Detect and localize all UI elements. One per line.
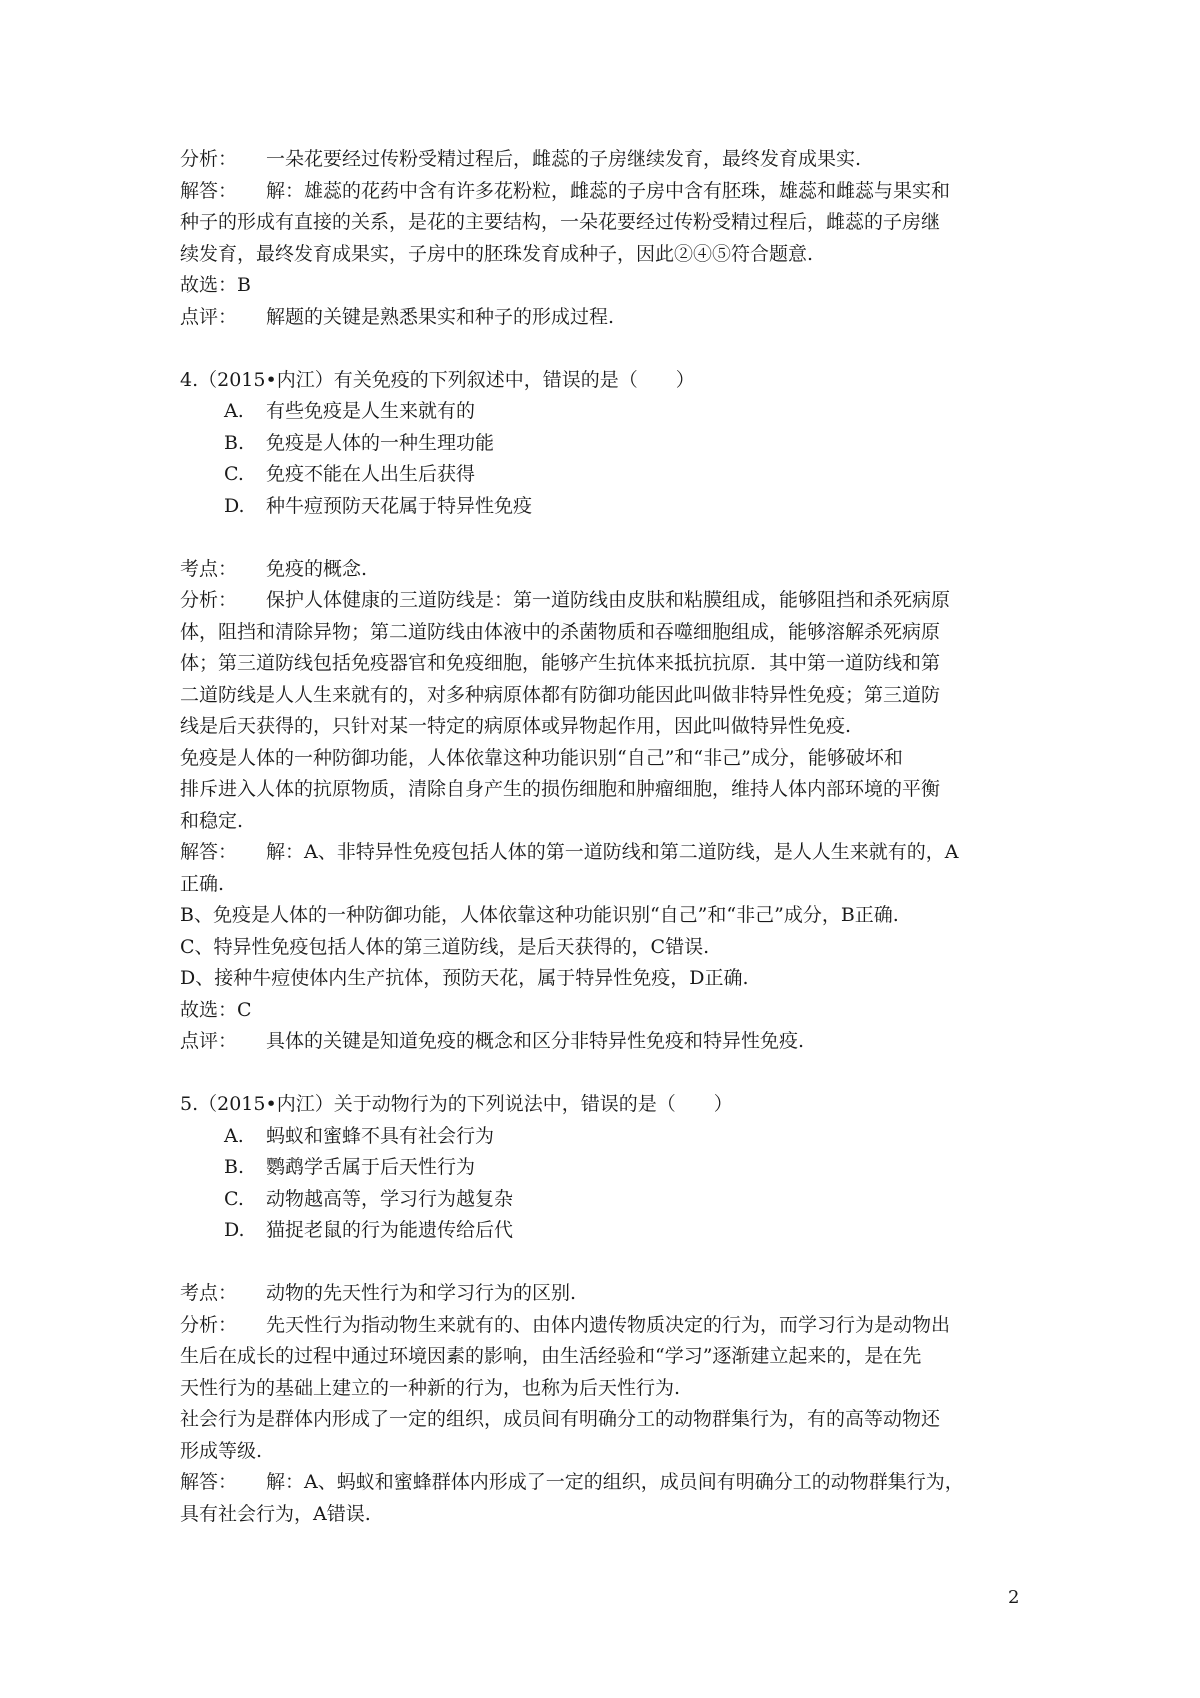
option-text: 免疫不能在人出生后获得 — [266, 463, 476, 485]
comment-label: 点评： — [180, 1030, 238, 1052]
comment-label: 点评： — [180, 305, 238, 328]
q5-answer-line: 具有社会行为，A错误. — [180, 1502, 371, 1525]
option-text: 蚂蚁和蜜蜂不具有社会行为 — [266, 1124, 495, 1147]
q5-option-c — [180, 1184, 1030, 1216]
q5-analysis-line: 社会行为是群体内形成了一定的组织，成员间有明确分工的动物群集行为，有的高等动物还 — [180, 1408, 941, 1430]
q5-option-a — [180, 1121, 1030, 1153]
option-text: 动物越高等，学习行为越复杂 — [266, 1187, 514, 1210]
option-letter: C. — [224, 463, 244, 485]
option-letter: B. — [224, 1156, 245, 1178]
q4-analysis-line: 二道防线是人人生来就有的，对多种病原体都有防御功能因此叫做非特异性免疫；第三道防 — [180, 683, 941, 706]
q5-option-d — [180, 1215, 1030, 1247]
q3-answer-line: 种子的形成有直接的关系，是花的主要结构，一朵花要经过传粉受精过程后，雌蕊的子房继 — [180, 211, 941, 233]
point-text: 动物的先天性行为和学习行为的区别. — [266, 1282, 577, 1304]
option-letter: A. — [224, 400, 244, 422]
option-text: 猫捉老鼠的行为能遗传给后代 — [266, 1219, 514, 1241]
analysis-text: 保护人体健康的三道防线是：第一道防线由皮肤和粘膜组成，能够阻挡和杀死病原 — [266, 589, 951, 611]
answer-label: 解答： — [180, 1471, 238, 1493]
answer-text: 解：A、蚂蚁和蜜蜂群体内形成了一定的组织，成员间有明确分工的动物群集行为， — [266, 1471, 964, 1493]
q4-answer-line: B、免疫是人体的一种防御功能，人体依靠这种功能识别“自己”和“非己”成分，B正确. — [180, 904, 899, 926]
option-text: 免疫是人体的一种生理功能 — [266, 431, 495, 454]
option-letter: A. — [224, 1124, 244, 1147]
q5-analysis-line: 生后在成长的过程中通过环境因素的影响，由生活经验和“学习”逐渐建立起来的，是在先 — [180, 1345, 922, 1367]
q4-analysis-line: 和稳定. — [180, 809, 244, 832]
q5-analysis-line: 形成等级. — [180, 1439, 263, 1462]
q4-analysis-line: 体，阻挡和清除异物；第二道防线由体液中的杀菌物质和吞噬细胞组成，能够溶解杀死病原 — [180, 620, 941, 643]
q5-answer — [180, 1467, 1030, 1499]
q4-analysis-line: 免疫是人体的一种防御功能，人体依靠这种功能识别“自己”和“非己”成分，能够破坏和 — [180, 746, 903, 769]
q4-choice: 故选：C — [180, 998, 252, 1021]
option-letter: D. — [224, 1219, 245, 1241]
q4-analysis-line: 体；第三道防线包括免疫器官和免疫细胞，能够产生抗体来抵抗抗原．其中第一道防线和第 — [180, 652, 941, 674]
page-number: 2 — [1008, 1587, 1020, 1608]
q4-answer-line: D、接种牛痘使体内生产抗体，预防天花，属于特异性免疫，D正确. — [180, 967, 749, 989]
q4-analysis-line: 排斥进入人体的抗原物质，清除自身产生的损伤细胞和肿瘤细胞，维持人体内部环境的平衡 — [180, 778, 941, 800]
q3-analysis — [180, 144, 1030, 176]
option-text: 种牛痘预防天花属于特异性免疫 — [266, 494, 533, 517]
answer-label: 解答： — [180, 841, 238, 863]
q3-answer-line: 续发育，最终发育成果实，子房中的胚珠发育成种子，因此②④⑤符合题意. — [180, 242, 814, 265]
option-text: 鹦鹉学舌属于后天性行为 — [266, 1156, 476, 1178]
analysis-text: 先天性行为指动物生来就有的、由体内遗传物质决定的行为，而学习行为是动物出 — [266, 1313, 951, 1336]
q4-option-c — [180, 459, 1030, 491]
q4-analysis — [180, 585, 1030, 617]
q5-option-b — [180, 1152, 1030, 1184]
q4-answer-line: C、特异性免疫包括人体的第三道防线，是后天获得的，C错误. — [180, 935, 710, 958]
spacer — [180, 333, 1030, 365]
q4-option-d — [180, 491, 1030, 523]
q4-answer-line: 正确. — [180, 872, 225, 895]
point-label: 考点： — [180, 1282, 238, 1304]
answer-label: 解答： — [180, 179, 238, 202]
q3-answer — [180, 176, 1030, 208]
analysis-label: 分析： — [180, 1313, 238, 1336]
q4-analysis-line: 线是后天获得的，只针对某一特定的病原体或异物起作用，因此叫做特异性免疫. — [180, 715, 852, 737]
point-text: 免疫的概念. — [266, 557, 368, 580]
q4-option-b — [180, 428, 1030, 460]
page-content — [180, 144, 1030, 1530]
q5-point — [180, 1278, 1030, 1310]
q5-analysis — [180, 1310, 1030, 1342]
q4-option-a — [180, 396, 1030, 428]
q3-choice: 故选：B — [180, 274, 251, 296]
q5-stem: 5.（2015•内江）关于动物行为的下列说法中，错误的是（ ） — [180, 1093, 733, 1115]
option-letter: C. — [224, 1187, 244, 1210]
option-letter: B. — [224, 431, 245, 454]
spacer — [180, 1058, 1030, 1090]
analysis-text: 一朵花要经过传粉受精过程后，雌蕊的子房继续发育，最终发育成果实. — [266, 148, 862, 170]
analysis-label: 分析： — [180, 589, 238, 611]
q3-comment — [180, 302, 1030, 334]
comment-text: 具体的关键是知道免疫的概念和区分非特异性免疫和特异性免疫. — [266, 1030, 805, 1052]
q5-analysis-line: 天性行为的基础上建立的一种新的行为，也称为后天性行为. — [180, 1376, 681, 1399]
analysis-label: 分析： — [180, 148, 238, 170]
q4-comment — [180, 1026, 1030, 1058]
comment-text: 解题的关键是熟悉果实和种子的形成过程. — [266, 305, 615, 328]
q4-stem: 4.（2015•内江）有关免疫的下列叙述中，错误的是（ ） — [180, 368, 695, 391]
answer-text: 解：A、非特异性免疫包括人体的第一道防线和第二道防线，是人人生来就有的，A — [266, 841, 959, 863]
spacer — [180, 522, 1030, 554]
point-label: 考点： — [180, 557, 238, 580]
spacer — [180, 1247, 1030, 1279]
option-text: 有些免疫是人生来就有的 — [266, 400, 476, 422]
q4-point — [180, 554, 1030, 586]
q4-answer — [180, 837, 1030, 869]
option-letter: D. — [224, 494, 245, 517]
answer-text: 解：雄蕊的花药中含有许多花粉粒，雌蕊的子房中含有胚珠，雄蕊和雌蕊与果实和 — [266, 179, 951, 202]
